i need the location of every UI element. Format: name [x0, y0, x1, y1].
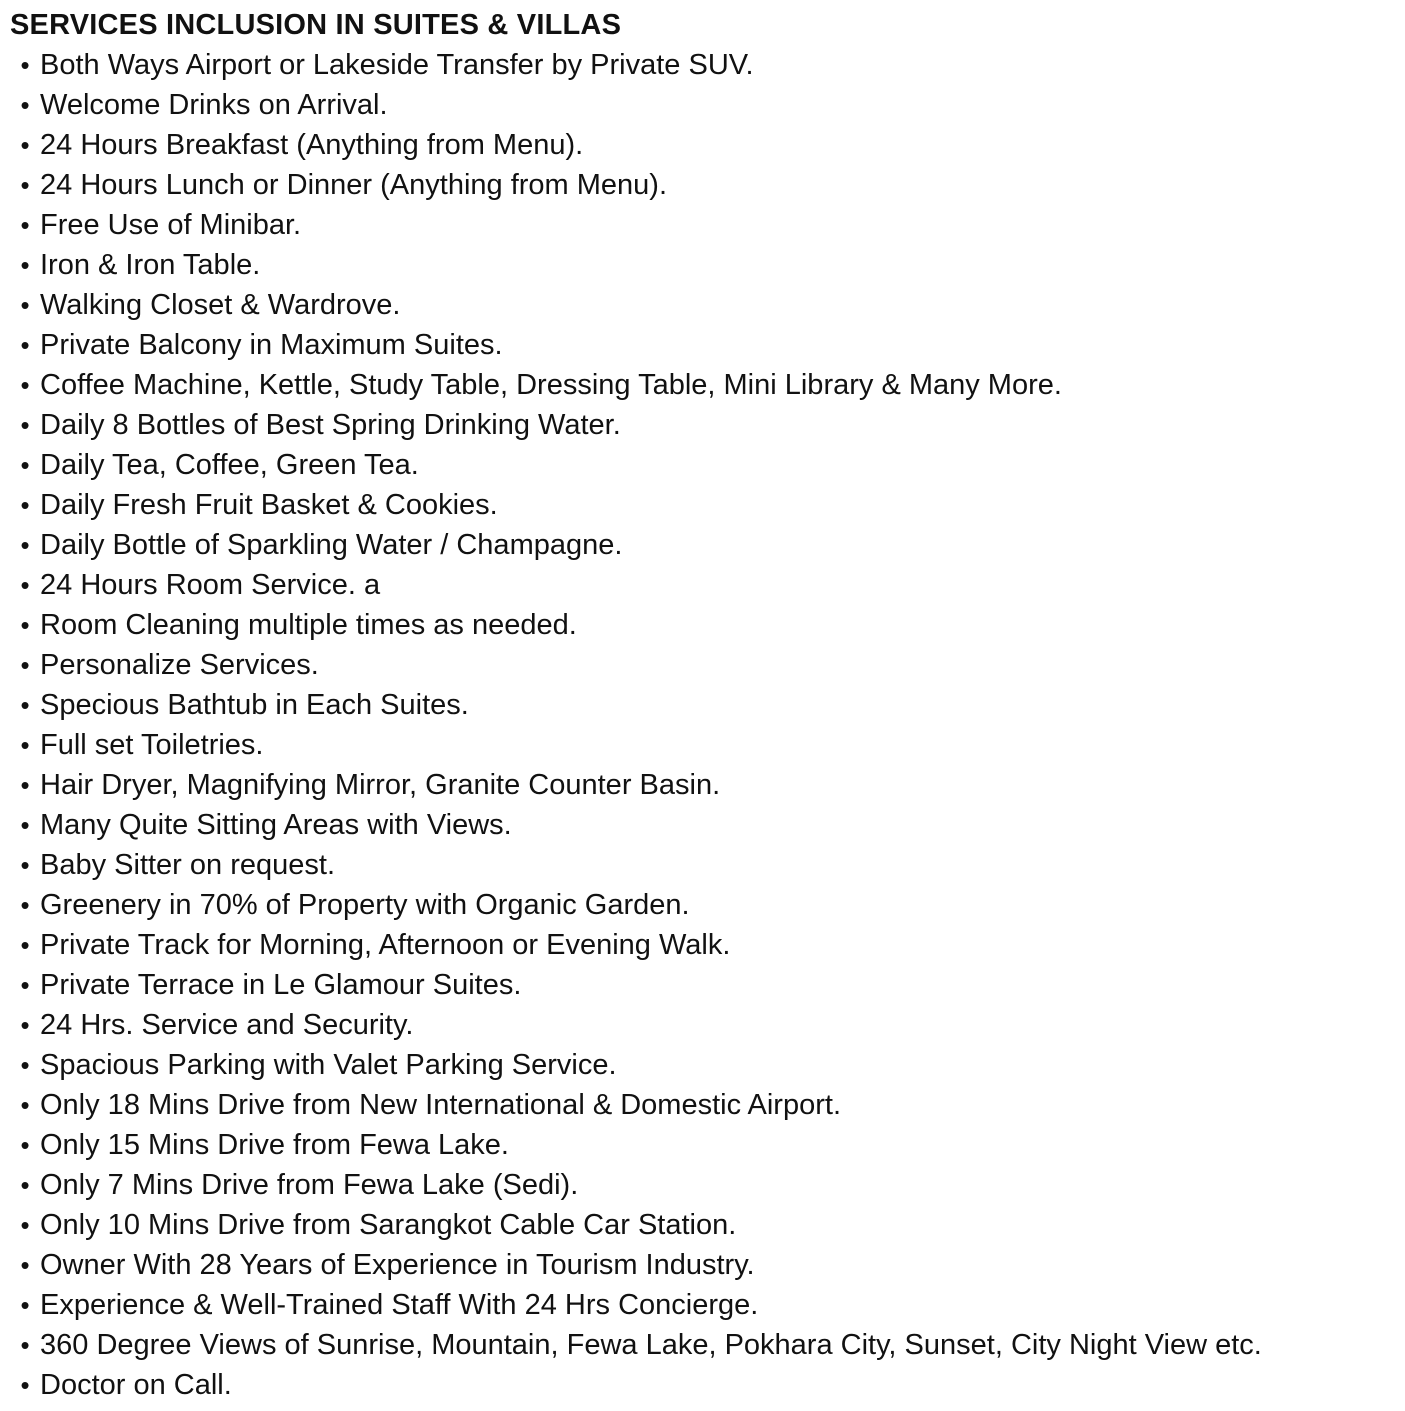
- list-item: [10, 1165, 1393, 1205]
- bullet-icon: •: [20, 970, 30, 1000]
- bullet-icon: •: [20, 650, 30, 680]
- list-item: [10, 405, 1393, 445]
- list-item-text: Only 7 Mins Drive from Fewa Lake (Sedi).: [40, 1169, 579, 1201]
- bullet-icon: •: [20, 1250, 30, 1280]
- bullet-icon: •: [20, 330, 30, 360]
- list-item: [10, 445, 1393, 485]
- list-item-text: Many Quite Sitting Areas with Views.: [40, 809, 512, 841]
- list-item: [10, 1365, 1393, 1405]
- bullet-icon: •: [20, 730, 30, 760]
- bullet-icon: •: [20, 1370, 30, 1400]
- list-item-text: 24 Hours Breakfast (Anything from Menu).: [40, 129, 584, 161]
- bullet-icon: •: [20, 1130, 30, 1160]
- bullet-icon: •: [20, 610, 30, 640]
- list-item: [10, 725, 1393, 765]
- list-item-text: Coffee Machine, Kettle, Study Table, Dressing Table, Mini Library & Many More.: [40, 369, 1062, 401]
- list-item-text: Specious Bathtub in Each Suites.: [40, 689, 469, 721]
- list-item: [10, 1085, 1393, 1125]
- list-item-text: 24 Hrs. Service and Security.: [40, 1009, 414, 1041]
- bullet-icon: •: [20, 1090, 30, 1120]
- list-item-text: Full set Toiletries.: [40, 729, 264, 761]
- list-item: [10, 85, 1393, 125]
- list-item-text: Hair Dryer, Magnifying Mirror, Granite Counter Basin.: [40, 769, 721, 801]
- list-item-text: Room Cleaning multiple times as needed.: [40, 609, 577, 641]
- list-item-text: Only 10 Mins Drive from Sarangkot Cable Car Station.: [40, 1209, 737, 1241]
- bullet-icon: •: [20, 50, 30, 80]
- list-item: [10, 685, 1393, 725]
- list-item-text: Free Use of Minibar.: [40, 209, 302, 241]
- list-item-text: 24 Hours Lunch or Dinner (Anything from Menu).: [40, 169, 668, 201]
- list-item-text: Only 15 Mins Drive from Fewa Lake.: [40, 1129, 509, 1161]
- list-item: [10, 1125, 1393, 1165]
- list-item-text: 360 Degree Views of Sunrise, Mountain, Fewa Lake, Pokhara City, Sunset, City Night View etc.: [40, 1329, 1262, 1361]
- list-item: [10, 565, 1393, 605]
- bullet-icon: •: [20, 1290, 30, 1320]
- list-item-text: 24 Hours Room Service. a: [40, 569, 381, 601]
- bullet-icon: •: [20, 1170, 30, 1200]
- bullet-icon: •: [20, 130, 30, 160]
- bullet-icon: •: [20, 890, 30, 920]
- list-item-text: Daily 8 Bottles of Best Spring Drinking Water.: [40, 409, 621, 441]
- list-item: [10, 805, 1393, 845]
- list-item: [10, 1205, 1393, 1245]
- list-item-text: Daily Tea, Coffee, Green Tea.: [40, 449, 419, 481]
- bullet-icon: •: [20, 1330, 30, 1360]
- bullet-icon: •: [20, 810, 30, 840]
- bullet-icon: •: [20, 170, 30, 200]
- list-item: [10, 205, 1393, 245]
- page-title: SERVICES INCLUSION IN SUITES & VILLAS: [10, 9, 622, 41]
- bullet-icon: •: [20, 930, 30, 960]
- bullet-icon: •: [20, 410, 30, 440]
- bullet-icon: •: [20, 490, 30, 520]
- bullet-icon: •: [20, 530, 30, 560]
- bullet-icon: •: [20, 1050, 30, 1080]
- list-item: [10, 365, 1393, 405]
- bullet-icon: •: [20, 210, 30, 240]
- list-item: [10, 645, 1393, 685]
- list-item-text: Owner With 28 Years of Experience in Tourism Industry.: [40, 1249, 755, 1281]
- list-item: [10, 765, 1393, 805]
- bullet-icon: •: [20, 250, 30, 280]
- bullet-icon: •: [20, 770, 30, 800]
- list-item-text: Personalize Services.: [40, 649, 319, 681]
- list-item: [10, 965, 1393, 1005]
- list-item: [10, 1245, 1393, 1285]
- list-item: [10, 485, 1393, 525]
- bullet-icon: •: [20, 90, 30, 120]
- list-item: [10, 1005, 1393, 1045]
- list-item-text: Spacious Parking with Valet Parking Service.: [40, 1049, 617, 1081]
- list-item-text: Welcome Drinks on Arrival.: [40, 89, 388, 121]
- list-item-text: Private Balcony in Maximum Suites.: [40, 329, 503, 361]
- services-list: [10, 45, 1393, 1405]
- list-item: [10, 325, 1393, 365]
- list-item: [10, 925, 1393, 965]
- list-item: [10, 1325, 1393, 1365]
- list-item: [10, 605, 1393, 645]
- list-item-text: Private Terrace in Le Glamour Suites.: [40, 969, 522, 1001]
- list-item: [10, 165, 1393, 205]
- bullet-icon: •: [20, 1010, 30, 1040]
- bullet-icon: •: [20, 1210, 30, 1240]
- bullet-icon: •: [20, 370, 30, 400]
- list-item: [10, 285, 1393, 325]
- list-item: [10, 1285, 1393, 1325]
- bullet-icon: •: [20, 690, 30, 720]
- list-item: [10, 525, 1393, 565]
- list-item-text: Greenery in 70% of Property with Organic Garden.: [40, 889, 690, 921]
- list-item: [10, 245, 1393, 285]
- list-item: [10, 1045, 1393, 1085]
- list-item: [10, 125, 1393, 165]
- list-item-text: Only 18 Mins Drive from New International & Domestic Airport.: [40, 1089, 841, 1121]
- list-item-text: Baby Sitter on request.: [40, 849, 335, 881]
- bullet-icon: •: [20, 450, 30, 480]
- list-item-text: Experience & Well-Trained Staff With 24 Hrs Concierge.: [40, 1289, 759, 1321]
- list-item-text: Walking Closet & Wardrove.: [40, 289, 401, 321]
- list-item: [10, 845, 1393, 885]
- list-item-text: Both Ways Airport or Lakeside Transfer by Private SUV.: [40, 49, 754, 81]
- list-item-text: Daily Bottle of Sparkling Water / Champagne.: [40, 529, 623, 561]
- list-item-text: Daily Fresh Fruit Basket & Cookies.: [40, 489, 498, 521]
- list-item-text: Private Track for Morning, Afternoon or Evening Walk.: [40, 929, 731, 961]
- list-item-text: Iron & Iron Table.: [40, 249, 261, 281]
- list-item: [10, 885, 1393, 925]
- list-item-text: Doctor on Call.: [40, 1369, 232, 1401]
- list-item: [10, 45, 1393, 85]
- bullet-icon: •: [20, 850, 30, 880]
- bullet-icon: •: [20, 290, 30, 320]
- bullet-icon: •: [20, 570, 30, 600]
